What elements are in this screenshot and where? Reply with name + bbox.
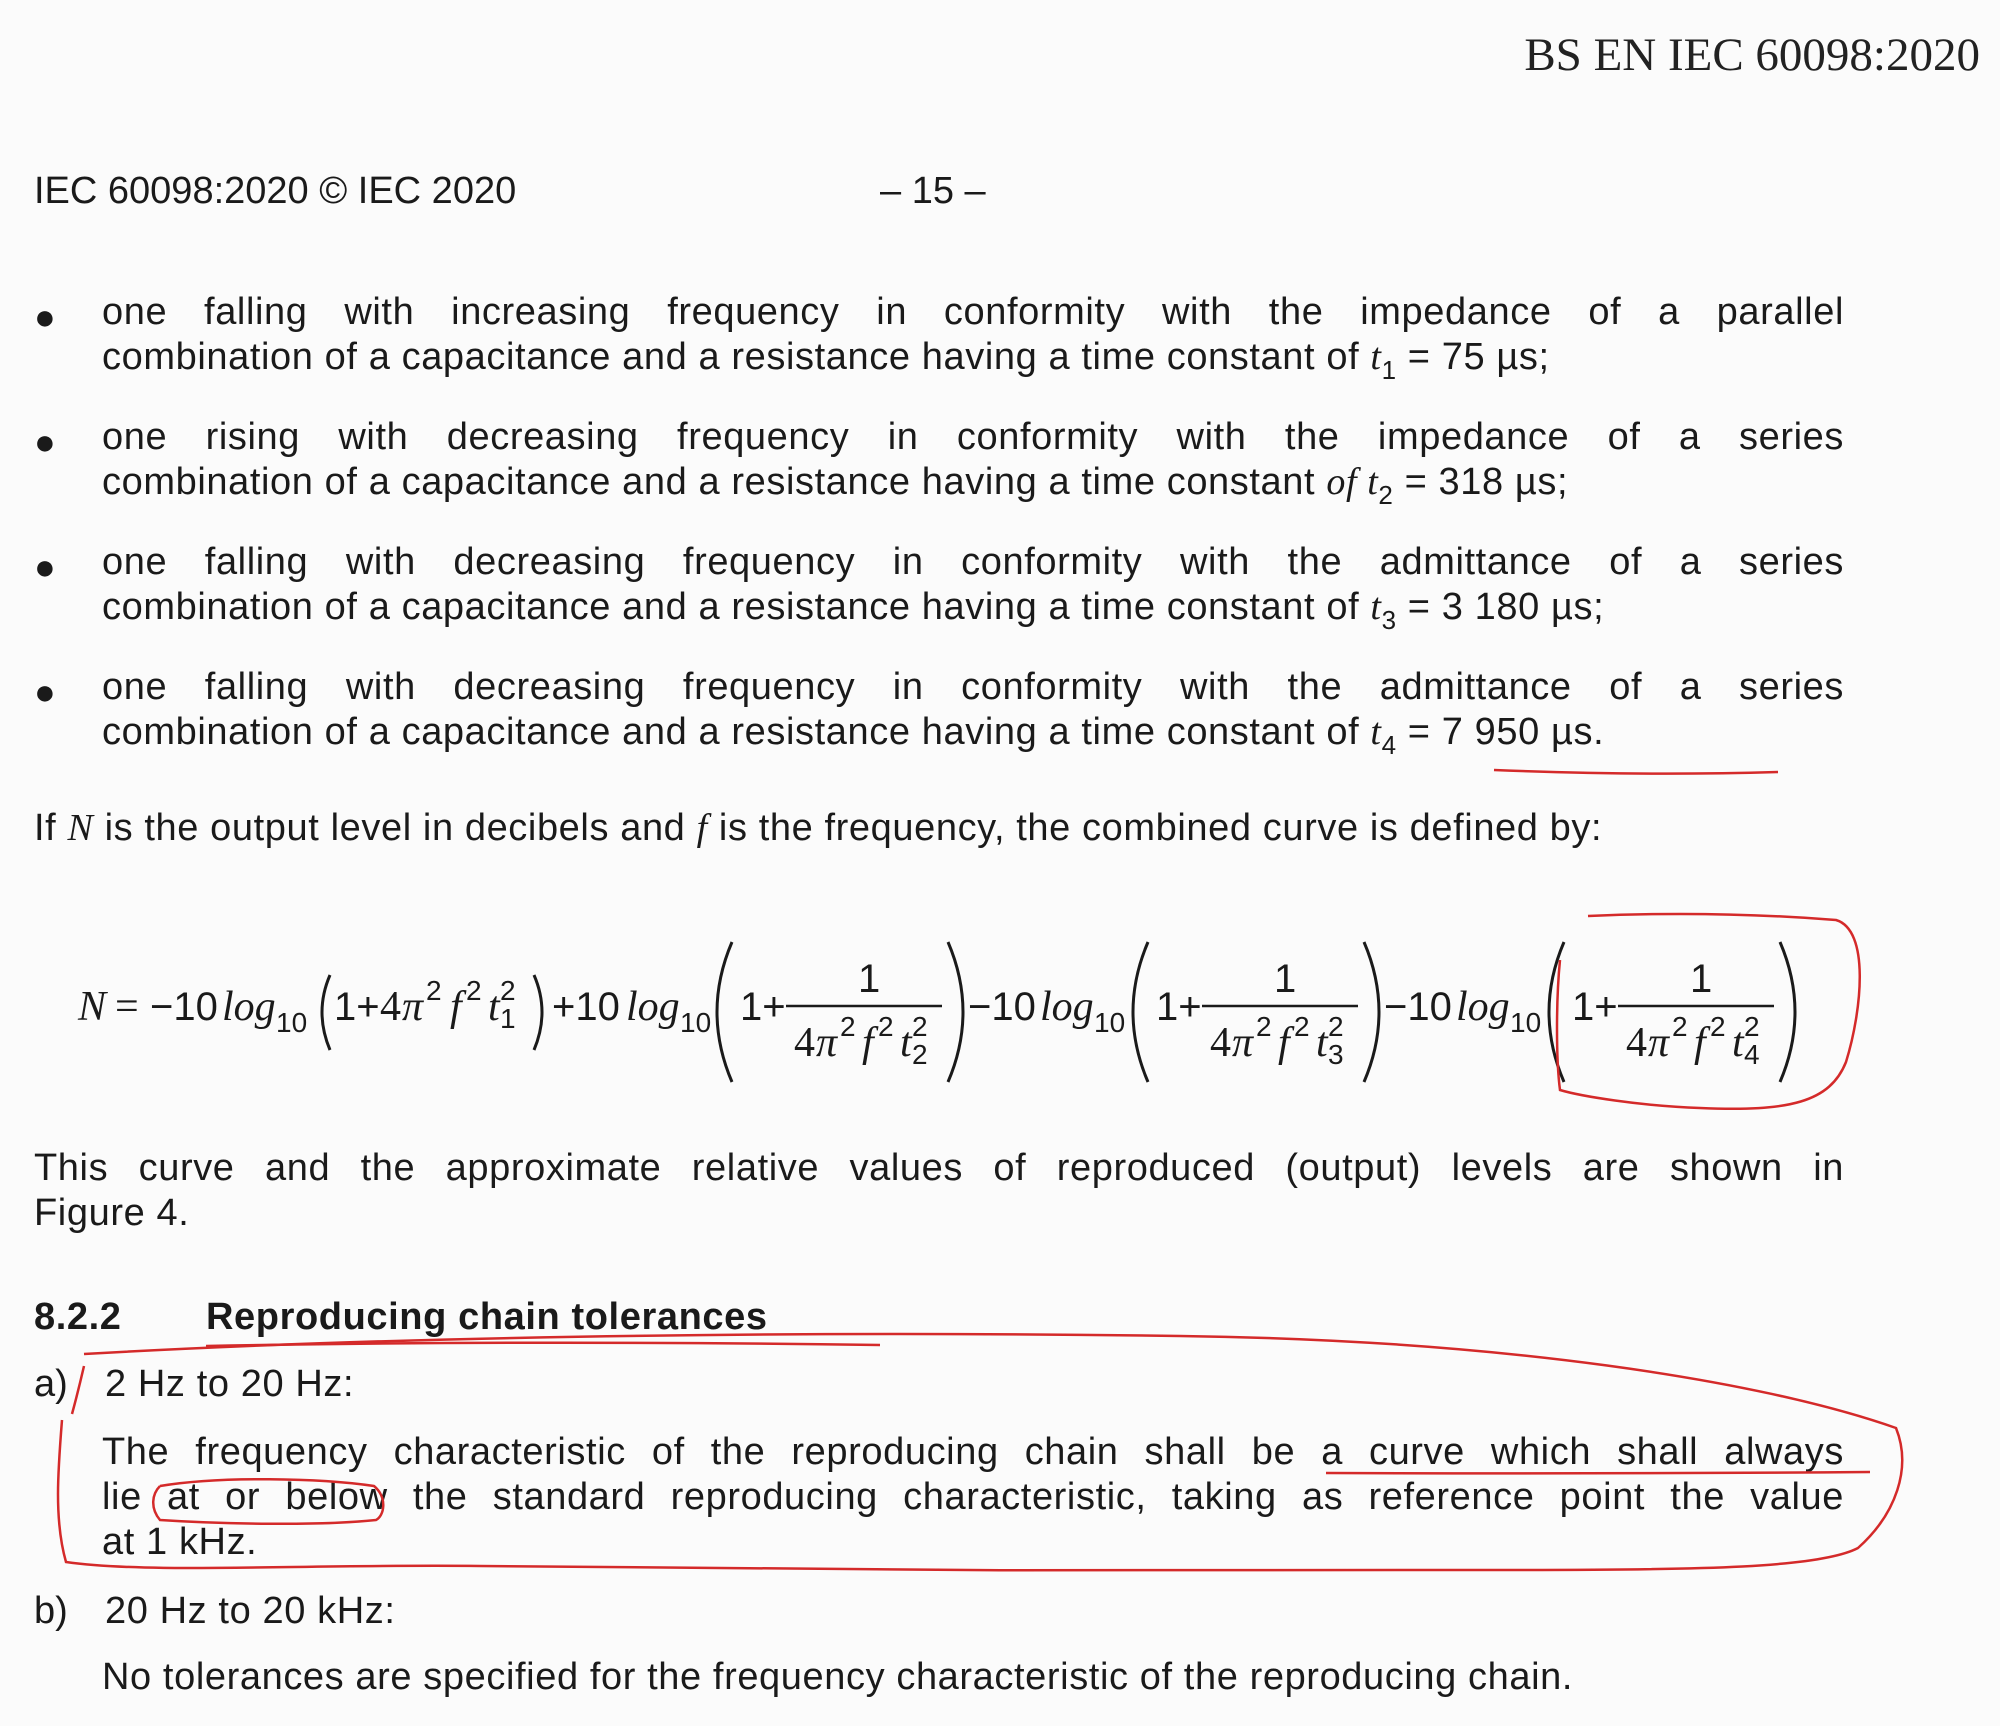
combined-curve-equation: [70, 920, 1870, 1090]
time-constant-sub: 4: [1381, 730, 1397, 760]
eq-log: log: [1040, 984, 1094, 1030]
definition-text: If: [34, 807, 68, 849]
curve-note: [34, 1146, 1844, 1236]
time-constant-var: t: [1367, 461, 1379, 503]
bullet-item: [102, 290, 1844, 385]
eq-exp: 2: [426, 975, 442, 1006]
item-label: a): [34, 1363, 68, 1405]
output-level-var: N: [67, 807, 94, 849]
eq-f: f: [1694, 1020, 1706, 1066]
eq-f: f: [1278, 1020, 1290, 1066]
eq-exp: 2: [1328, 1011, 1344, 1042]
eq-four: 4: [1210, 1020, 1231, 1066]
time-constant-var: t: [1370, 586, 1382, 628]
item-paragraph: No tolerances are specified for the frequency characteristic of the reproducing chain.: [102, 1656, 1574, 1698]
eq-sub: 2: [912, 1039, 928, 1070]
eq-log: log: [626, 984, 680, 1030]
eq-pi: π: [402, 984, 424, 1030]
bullet-line: one rising with decreasing frequency in conformity with the impedance of a series: [102, 416, 1844, 458]
annotation-slash: [72, 1366, 84, 1414]
bullet-marker: ●: [34, 296, 56, 337]
item-heading: 20 Hz to 20 kHz:: [105, 1590, 396, 1632]
time-constant-value: = 318 µs;: [1393, 461, 1569, 503]
eq-paren: [1364, 942, 1379, 1082]
standard-code: BS EN IEC 60098:2020: [1524, 29, 1980, 81]
eq-numerator: 1: [1274, 957, 1297, 1001]
section-title: Reproducing chain tolerances: [206, 1296, 768, 1338]
bullet-line: [102, 335, 1844, 385]
time-constant-var: t: [1370, 336, 1382, 378]
eq-four: 4: [794, 1020, 815, 1066]
item-label: b): [34, 1590, 68, 1632]
eq-coef: −10: [1384, 985, 1452, 1029]
eq-log: log: [222, 984, 276, 1030]
eq-log: log: [1456, 984, 1510, 1030]
item-line: The frequency characteristic of the reproducing chain shall be a curve which shall always: [102, 1431, 1844, 1473]
bullet-line: one falling with increasing frequency in conformity with the impedance of a parallel: [102, 291, 1844, 333]
annotation-underline-t4: [1494, 770, 1778, 774]
eq-paren: [1780, 942, 1795, 1082]
eq-exp: 2: [466, 975, 482, 1006]
eq-lhs: N: [78, 984, 107, 1030]
eq-numerator: 1: [858, 957, 881, 1001]
bullet-text: combination of a capacitance and a resistance having a time constant of: [102, 336, 1371, 378]
bullet-item: [102, 540, 1844, 635]
eq-one-plus: 1+: [334, 985, 380, 1029]
eq-pi: π: [1648, 1020, 1670, 1066]
bullet-item: [102, 665, 1844, 760]
figure-reference: Figure 4.: [34, 1192, 190, 1234]
bullet-line: one falling with decreasing frequency in conformity with the admittance of a series: [102, 666, 1844, 708]
item-heading: 2 Hz to 20 Hz:: [105, 1363, 355, 1405]
eq-coef: −10: [150, 985, 218, 1029]
bullet-text-italic: of: [1326, 461, 1368, 503]
eq-paren: [948, 942, 963, 1082]
frequency-var: f: [696, 807, 708, 849]
eq-f: f: [450, 984, 462, 1030]
eq-paren: [534, 975, 542, 1050]
bullet-item: [102, 415, 1844, 510]
eq-one-plus: 1+: [740, 985, 786, 1029]
eq-t: t: [488, 984, 500, 1030]
eq-log-base: 10: [1094, 1007, 1126, 1038]
eq-exp: 2: [1256, 1011, 1272, 1042]
bullet-marker: ●: [34, 671, 56, 712]
item-line: lie at or below the standard reproducing characteristic, taking as reference point the value: [102, 1476, 1844, 1518]
eq-exp: 2: [912, 1011, 928, 1042]
eq-exp: 2: [1710, 1011, 1726, 1042]
eq-exp: 2: [1294, 1011, 1310, 1042]
eq-t: t: [900, 1020, 912, 1066]
eq-paren: [322, 975, 330, 1050]
eq-exp: 2: [878, 1011, 894, 1042]
annotation-underline-section: [206, 1343, 880, 1346]
time-constant-sub: 2: [1378, 480, 1394, 510]
eq-sub: 4: [1744, 1039, 1760, 1070]
eq-sub: 1: [500, 1003, 516, 1034]
eq-coef: +10: [552, 985, 620, 1029]
curve-note-line: This curve and the approximate relative values of reproduced (output) levels are shown in: [34, 1147, 1844, 1189]
bullet-line: [102, 710, 1844, 760]
eq-paren: [717, 942, 732, 1082]
bullet-text: combination of a capacitance and a resistance having a time constant: [102, 461, 1327, 503]
time-constant-value: = 3 180 µs;: [1396, 586, 1605, 628]
time-constant-value: = 7 950 µs.: [1396, 711, 1605, 753]
definition-sentence: [34, 806, 1602, 851]
time-constant-sub: 1: [1381, 355, 1397, 385]
eq-t: t: [1732, 1020, 1744, 1066]
time-constant-sub: 3: [1381, 605, 1397, 635]
bullet-marker: ●: [34, 546, 56, 587]
item-paragraph: [102, 1430, 1844, 1565]
bullet-line: one falling with decreasing frequency in conformity with the admittance of a series: [102, 541, 1844, 583]
eq-exp: 2: [840, 1011, 856, 1042]
eq-t: t: [1316, 1020, 1328, 1066]
eq-coef: −10: [968, 985, 1036, 1029]
definition-text: is the output level in decibels and: [93, 807, 697, 849]
eq-four: 4: [1626, 1020, 1647, 1066]
eq-pi: π: [1232, 1020, 1254, 1066]
time-constant-var: t: [1370, 711, 1382, 753]
eq-exp: 2: [500, 975, 516, 1006]
item-line: at 1 kHz.: [102, 1521, 258, 1563]
eq-numerator: 1: [1690, 957, 1713, 1001]
eq-log-base: 10: [1510, 1007, 1542, 1038]
copyright-header: IEC 60098:2020 © IEC 2020: [34, 170, 517, 212]
section-number: 8.2.2: [34, 1296, 122, 1338]
eq-one-plus: 1+: [1156, 985, 1202, 1029]
page-number: – 15 –: [880, 170, 986, 212]
bullet-text: combination of a capacitance and a resistance having a time constant of: [102, 711, 1371, 753]
eq-equals: =: [115, 984, 139, 1030]
eq-pi: π: [816, 1020, 838, 1066]
eq-paren: [1133, 942, 1148, 1082]
eq-one-plus: 1+: [1572, 985, 1618, 1029]
time-constant-value: = 75 µs;: [1396, 336, 1550, 378]
eq-f: f: [862, 1020, 874, 1066]
bullet-line: [102, 460, 1844, 510]
eq-paren: [1549, 942, 1564, 1082]
definition-text: is the frequency, the combined curve is defined by:: [707, 807, 1603, 849]
bullet-text: combination of a capacitance and a resistance having a time constant of: [102, 586, 1371, 628]
eq-log-base: 10: [276, 1007, 308, 1038]
bullet-marker: ●: [34, 421, 56, 462]
eq-exp: 2: [1672, 1011, 1688, 1042]
eq-log-base: 10: [680, 1007, 712, 1038]
eq-exp: 2: [1744, 1011, 1760, 1042]
eq-four: 4: [380, 984, 401, 1030]
eq-sub: 3: [1328, 1039, 1344, 1070]
bullet-line: [102, 585, 1844, 635]
